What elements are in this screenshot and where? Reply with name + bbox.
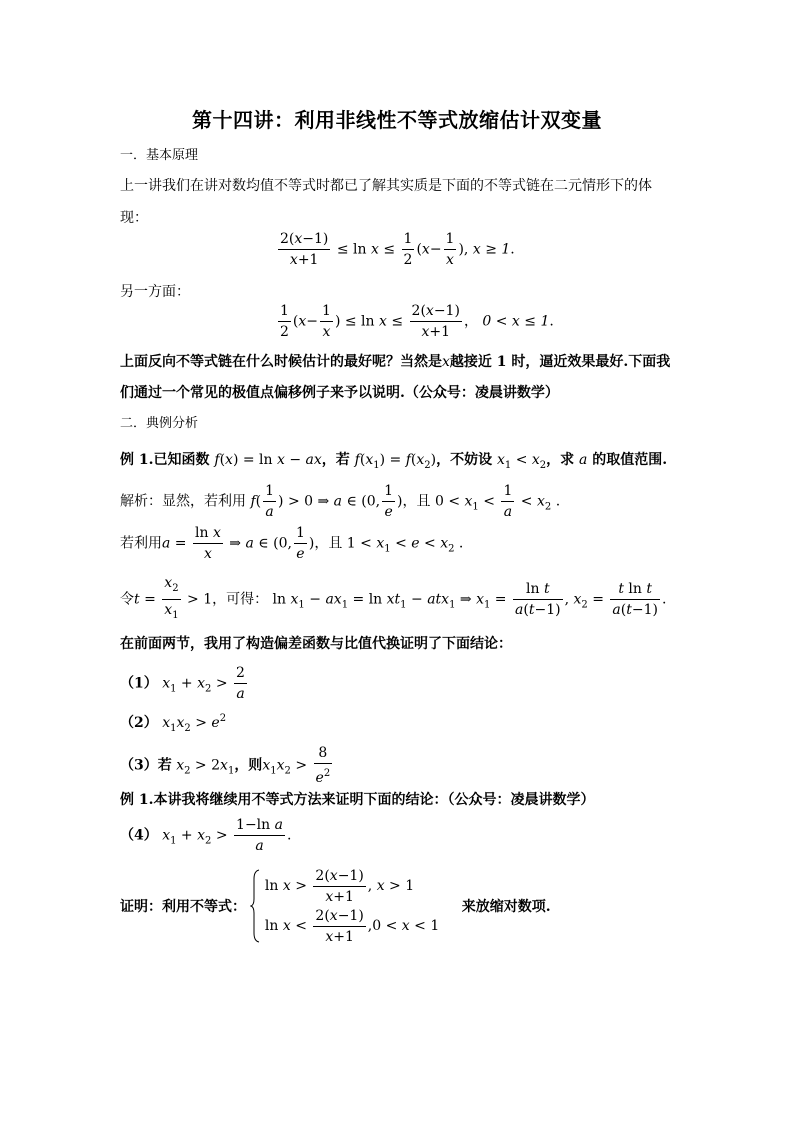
inequality-chain-1: $\frac{2(x-1)}{x+1}$ ≤ ln x ≤ $\frac{1}{2}$ (x− $\frac{1}{x}$ ), x ≥ 1. — [280, 231, 515, 268]
conclusion-2: （2） $x_1x_2 > e^2$ — [120, 713, 227, 734]
paragraph-line: 们通过一个常见的极值点偏移例子来予以说明.（公众号：凌晨讲数学） — [120, 385, 559, 401]
solution-line-2: 若利用a = $\frac{\text{ln x}}{x}$ ⇒ a ∈ (0, $\frac{1}{e}$ )，且 $1 < x_1 < e < x_2$ . — [120, 525, 464, 562]
paragraph-line: 在前面两节，我用了构造偏差函数与比值代换证明了下面结论： — [120, 636, 512, 652]
eq1-condition: x ≥ 1 — [472, 241, 511, 258]
example-1-statement: 例 1.已知函数 f(x) = ln x − ax，若 $f(x_1) = f(x_2)$，不妨设 $x_1 < x_2$，求 a 的取值范围. — [120, 452, 668, 471]
page-title: 第十四讲：利用非线性不等式放缩估计双变量 — [192, 108, 602, 132]
conclusion-3: （3）若 $x_2 > 2x_1$，则$x_1x_2$ > $\frac{8}{e^2}$ — [120, 745, 331, 786]
solution-line-1: 解析：显然，若利用 f( $\frac{1}{a}$ ) > 0 ⇒ a ∈ (0, $\frac{1}{e}$ )，且 $0 < x_1$ < $\frac{1}{a}$ < $x_2$ . — [120, 483, 561, 520]
section-heading-examples: 二．典例分析 — [120, 416, 199, 431]
eq2-condition: 0 < x ≤ 1 — [482, 313, 550, 330]
paragraph-line: 现： — [120, 210, 148, 226]
example-1-continued: 例 1.本讲我将继续用不等式方法来证明下面的结论：（公众号：凌晨讲数学） — [120, 792, 595, 808]
proof-statement: 证明：利用不等式： ln x > $\frac{2(x-1)}{x+1}$ , x > 1 ln x < $\frac{2(x-1)}{x+1}$ ,0 < x < 1 来放缩对数项. — [120, 867, 551, 945]
solution-line-3: 令t = $\frac{x_2}{x_1}$ > 1，可得： $\ln x_1 - ax_1 = \ln xt_1 - atx_1$ ⇒ $x_1$ = $\frac{\text{ln t}}{a(t-1)}$ , $x_2$ = $\frac{\text{t ln t}}{a(t-1)}$ . — [120, 575, 667, 621]
conclusion-4: （4） $x_1 + x_2$ > $\frac{\text{1−ln a}}{a}$ . — [120, 817, 292, 854]
paragraph-line: 上一讲我们在讲对数均值不等式时都已了解其实质是下面的不等式链在二元情形下的体 — [120, 178, 652, 194]
inequality-chain-2: $\frac{1}{2}$ (x− $\frac{1}{x}$ ) ≤ ln x ≤ $\frac{2(x-1)}{x+1}$ ， 0 < x ≤ 1. — [280, 303, 554, 340]
conclusion-1: （1） $x_1 + x_2$ > $\frac{2}{a}$ — [120, 665, 245, 702]
section-heading-principle: 一．基本原理 — [120, 148, 199, 163]
paragraph-line: 另一方面： — [120, 284, 190, 300]
paragraph-line: 上面反向不等式链在什么时候估计的最好呢？当然是x越接近 1 时，逼近效果最好.下面我 — [120, 354, 671, 370]
left-brace-icon — [250, 869, 260, 943]
